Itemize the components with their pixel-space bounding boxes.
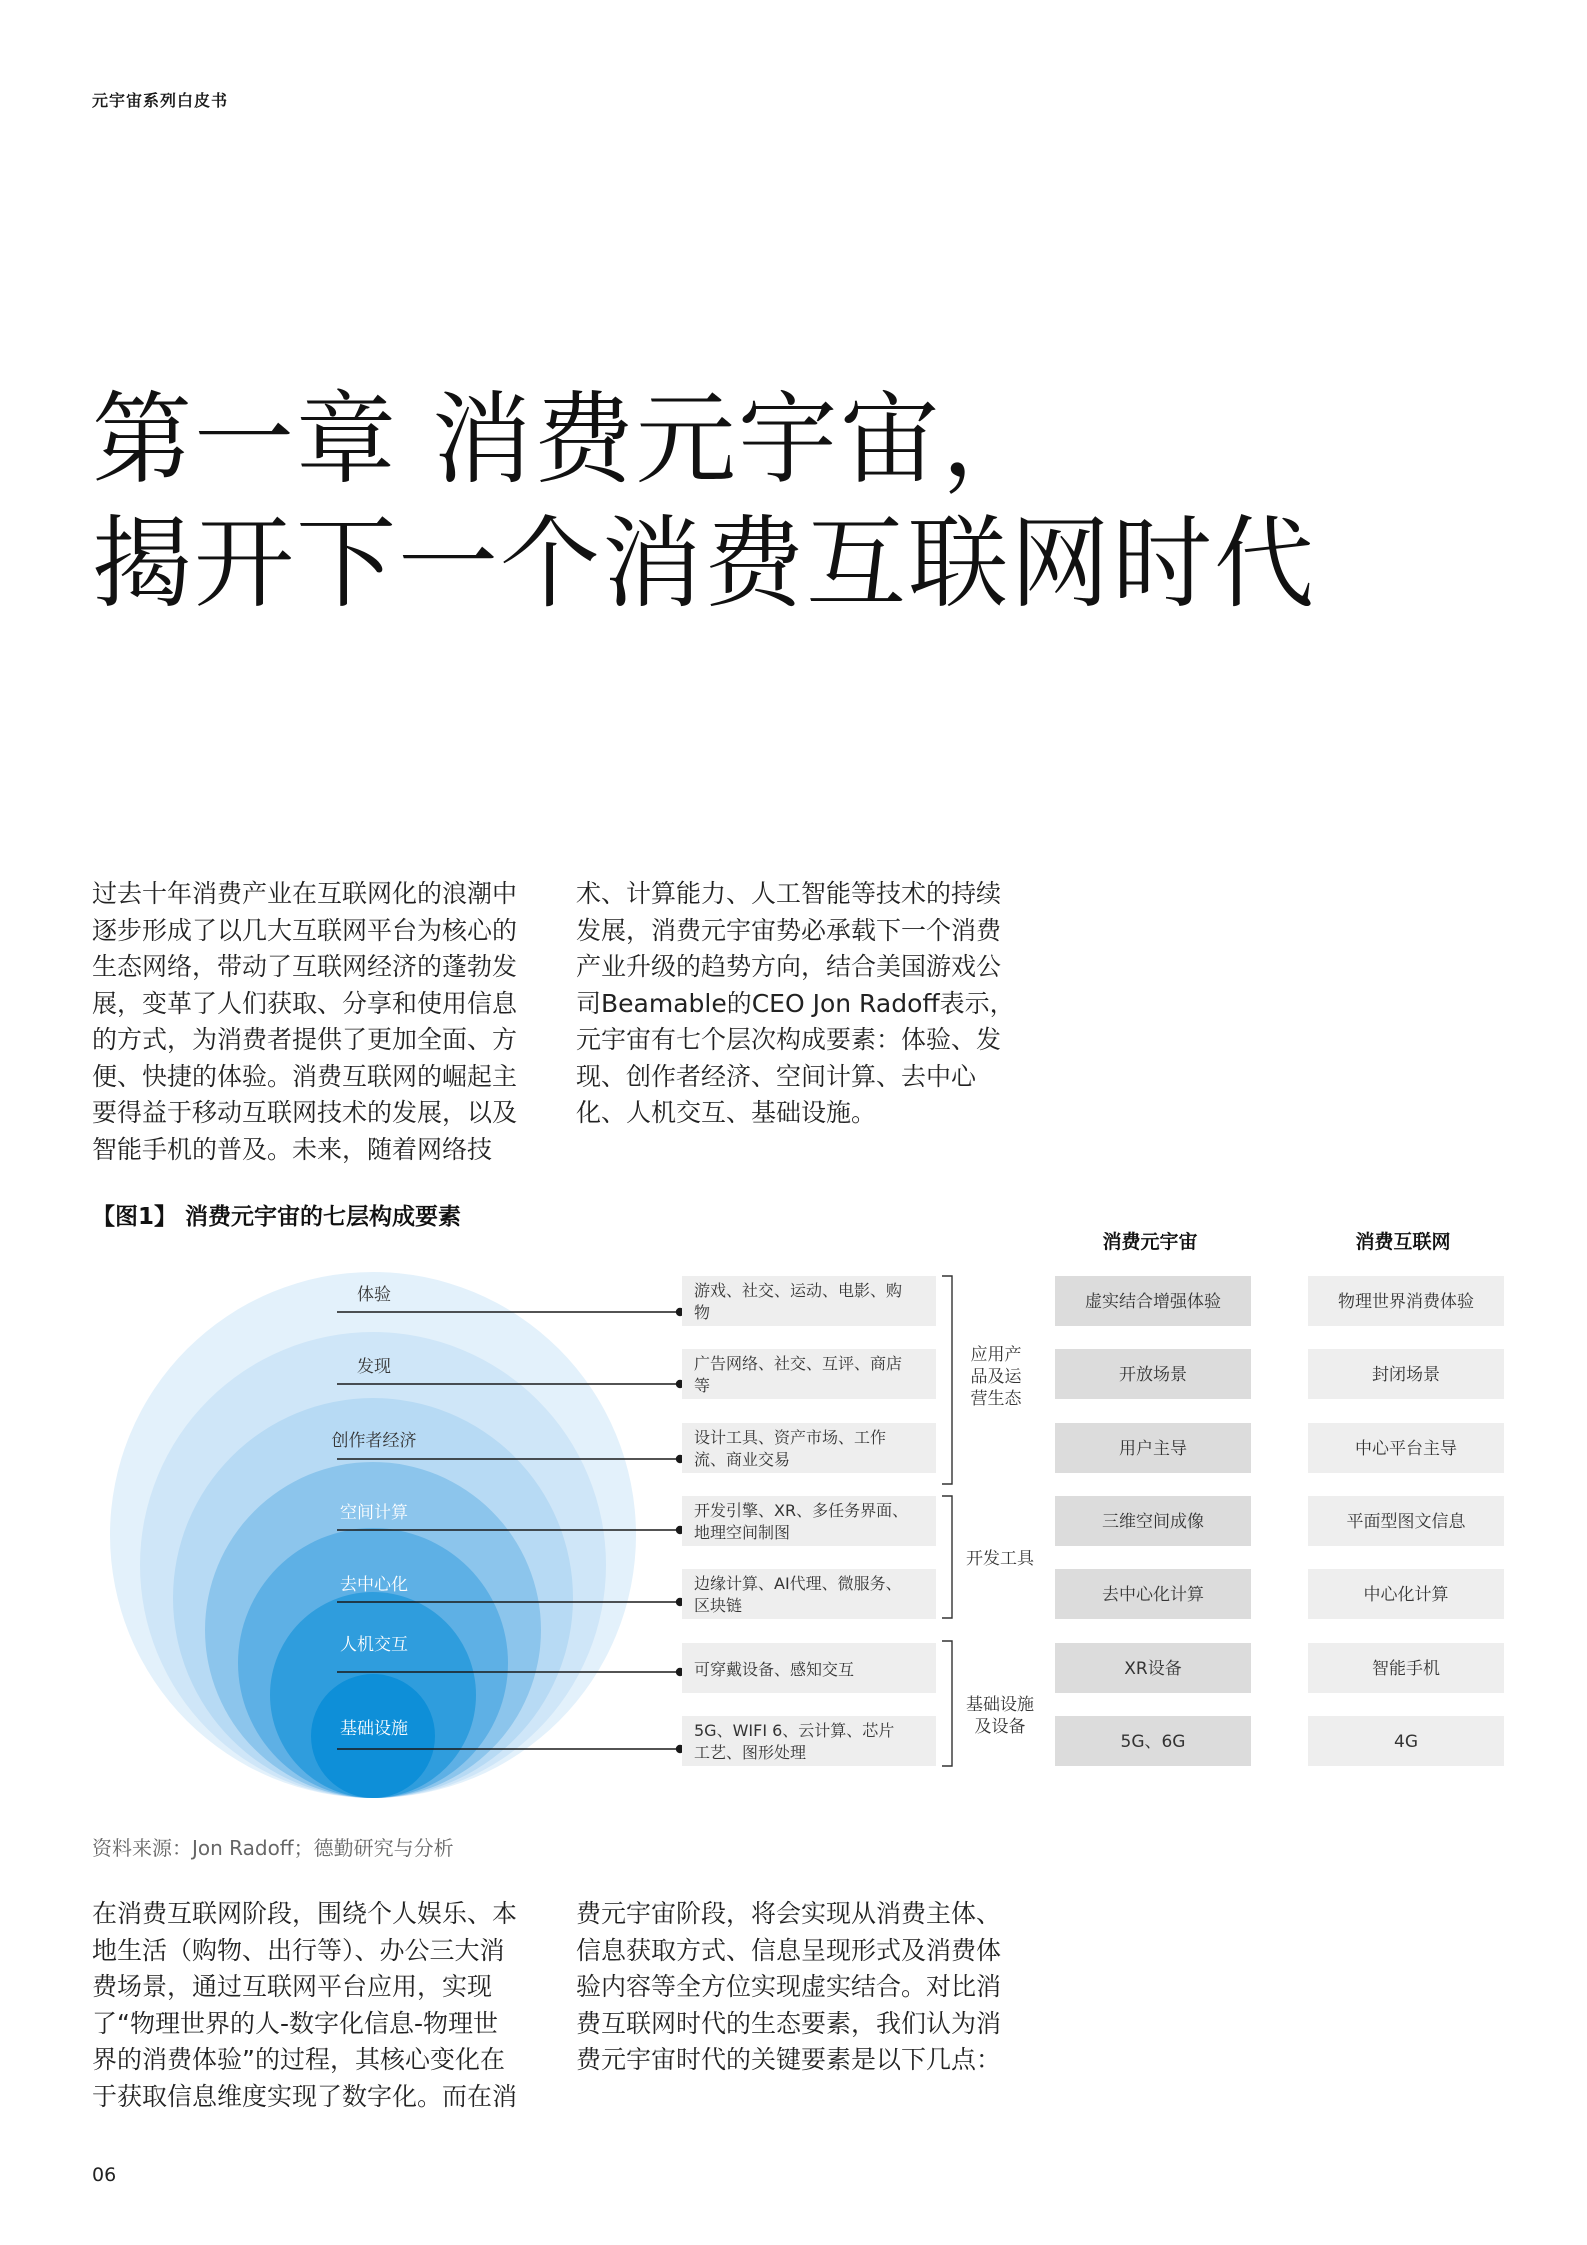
chapter-title-line-1: 第一章 消费元宇宙， [92, 381, 1044, 498]
internet-cell-text: 智能手机 [1372, 1659, 1440, 1679]
text-line: 了“物理世界的人-数字化信息-物理世 [92, 2008, 498, 2038]
group-bracket [942, 1496, 1035, 1618]
layer-desc-text: 游戏、社交、运动、电影、购 [694, 1281, 903, 1300]
metaverse-cell-text: 用户主导 [1119, 1439, 1187, 1459]
layer-desc-text: 区块链 [694, 1596, 743, 1615]
layer-desc-text: 地理空间制图 [694, 1523, 791, 1542]
text-line: 过去十年消费产业在互联网化的浪潮中 [92, 879, 518, 908]
text-line: 便、快捷的体验。消费互联网的崛起主 [92, 1061, 518, 1091]
text-line: 信息获取方式、信息呈现形式及消费体 [576, 1935, 1002, 1965]
text-line: 产业升级的趋势方向，结合美国游戏公 [576, 952, 1002, 981]
intro-column-1 [92, 876, 532, 1168]
group-label: 基础设施 [966, 1695, 1034, 1715]
group-bracket [942, 1276, 1022, 1484]
text-line: 现、创作者经济、空间计算、去中心 [576, 1061, 977, 1091]
group-bracket [942, 1641, 1034, 1766]
metaverse-cell-text: 5G、6G [1120, 1732, 1186, 1752]
group-label: 开发工具 [966, 1549, 1034, 1569]
internet-cell-text: 封闭场景 [1372, 1365, 1440, 1385]
text-line: 于获取信息维度实现了数字化。而在消 [92, 2081, 518, 2111]
chapter-title-line-2: 揭开下一个消费互联网时代 [92, 505, 1316, 622]
bracket-line [942, 1496, 952, 1618]
layer-name: 基础设施 [340, 1719, 408, 1739]
text-line: 发展，消费元宇宙势必承载下一个消费 [576, 915, 1002, 945]
metaverse-cell-text: 虚实结合增强体验 [1085, 1292, 1221, 1312]
internet-cell-text: 中心平台主导 [1355, 1439, 1457, 1459]
figure-title: 【图1】 消费元宇宙的七层构成要素 [92, 1204, 462, 1230]
layer-desc-text: 流、商业交易 [694, 1450, 791, 1469]
body-column-2 [576, 1896, 1016, 2079]
layer-desc-text: 工艺、图形处理 [694, 1743, 807, 1762]
layer-groups [942, 1276, 1035, 1766]
layer-name: 人机交互 [340, 1635, 408, 1655]
text-line: 化、人机交互、基础设施。 [576, 1098, 877, 1127]
layer-name: 发现 [357, 1357, 391, 1377]
text-line: 费元宇宙时代的关键要素是以下几点： [576, 2045, 1002, 2074]
layer-desc-text: 物 [694, 1303, 711, 1322]
group-label: 及设备 [974, 1717, 1026, 1737]
metaverse-cell-text: 三维空间成像 [1102, 1512, 1204, 1532]
text-line: 验内容等全方位实现虚实结合。对比消 [576, 1972, 1002, 2001]
text-line: 生态网络，带动了互联网经济的蓬勃发 [92, 952, 518, 981]
body-column-1 [92, 1896, 532, 2115]
internet-cell-text: 中心化计算 [1363, 1585, 1449, 1605]
text-line: 要得益于移动互联网技术的发展，以及 [92, 1098, 518, 1127]
bracket-line [942, 1276, 952, 1484]
layer-name: 空间计算 [340, 1503, 408, 1523]
page-number: 06 [92, 2164, 117, 2186]
text-line: 逐步形成了以几大互联网平台为核心的 [92, 915, 518, 945]
layer-desc-text: 广告网络、社交、互评、商店 [694, 1354, 903, 1373]
seven-layer-diagram [0, 1220, 1587, 1820]
text-line: 在消费互联网阶段，围绕个人娱乐、本 [92, 1899, 518, 1928]
internet-cell-text: 4G [1394, 1732, 1418, 1752]
intro-column-2 [576, 876, 1016, 1132]
layer-name: 体验 [357, 1285, 391, 1305]
layer-desc-text: 可穿戴设备、感知交互 [694, 1660, 855, 1679]
layer-name: 去中心化 [340, 1575, 408, 1595]
text-line: 费互联网时代的生态要素，我们认为消 [576, 2008, 1002, 2038]
text-line: 智能手机的普及。未来，随着网络技 [92, 1134, 493, 1164]
text-line: 费场景，通过互联网平台应用，实现 [92, 1972, 493, 2001]
text-line: 术、计算能力、人工智能等技术的持续 [576, 879, 1002, 908]
layer-name: 创作者经济 [331, 1431, 417, 1451]
column-header-metaverse: 消费元宇宙 [1102, 1231, 1198, 1253]
internet-cell-text: 平面型图文信息 [1346, 1512, 1466, 1532]
layer-desc-text: 等 [694, 1376, 711, 1395]
text-line: 界的消费体验”的过程，其核心变化在 [92, 2045, 505, 2074]
internet-cell-text: 物理世界消费体验 [1338, 1292, 1474, 1312]
layer-desc-text: 5G、WIFI 6、云计算、芯片 [694, 1721, 895, 1740]
text-line: 展，变革了人们获取、分享和使用信息 [92, 988, 518, 1018]
text-line: 费元宇宙阶段，将会实现从消费主体、 [576, 1899, 1002, 1928]
group-label: 应用产 [970, 1345, 1022, 1365]
chapter-title [92, 378, 1316, 626]
text-line: 地生活（购物、出行等）、办公三大消 [92, 1935, 505, 1965]
layer-desc-text: 设计工具、资产市场、工作 [694, 1428, 887, 1447]
text-line: 司Beamable的CEO Jon Radoff表示， [576, 988, 1015, 1018]
column-header-internet: 消费互联网 [1355, 1231, 1451, 1253]
layer-desc-text: 开发引擎、XR、多任务界面、 [694, 1501, 909, 1520]
group-label: 品及运 [970, 1367, 1022, 1387]
metaverse-cell-text: 去中心化计算 [1102, 1585, 1204, 1605]
source-note: 资料来源：Jon Radoff；德勤研究与分析 [92, 1836, 454, 1860]
bracket-line [942, 1641, 952, 1766]
group-label: 营生态 [970, 1389, 1022, 1409]
series-header: 元宇宙系列白皮书 [92, 91, 229, 110]
metaverse-cell-text: XR设备 [1124, 1659, 1182, 1679]
layer-desc-text: 边缘计算、AI代理、微服务、 [694, 1574, 902, 1593]
text-line: 的方式，为消费者提供了更加全面、方 [92, 1025, 518, 1054]
metaverse-cell-text: 开放场景 [1119, 1365, 1187, 1385]
text-line: 元宇宙有七个层次构成要素：体验、发 [576, 1025, 1002, 1054]
